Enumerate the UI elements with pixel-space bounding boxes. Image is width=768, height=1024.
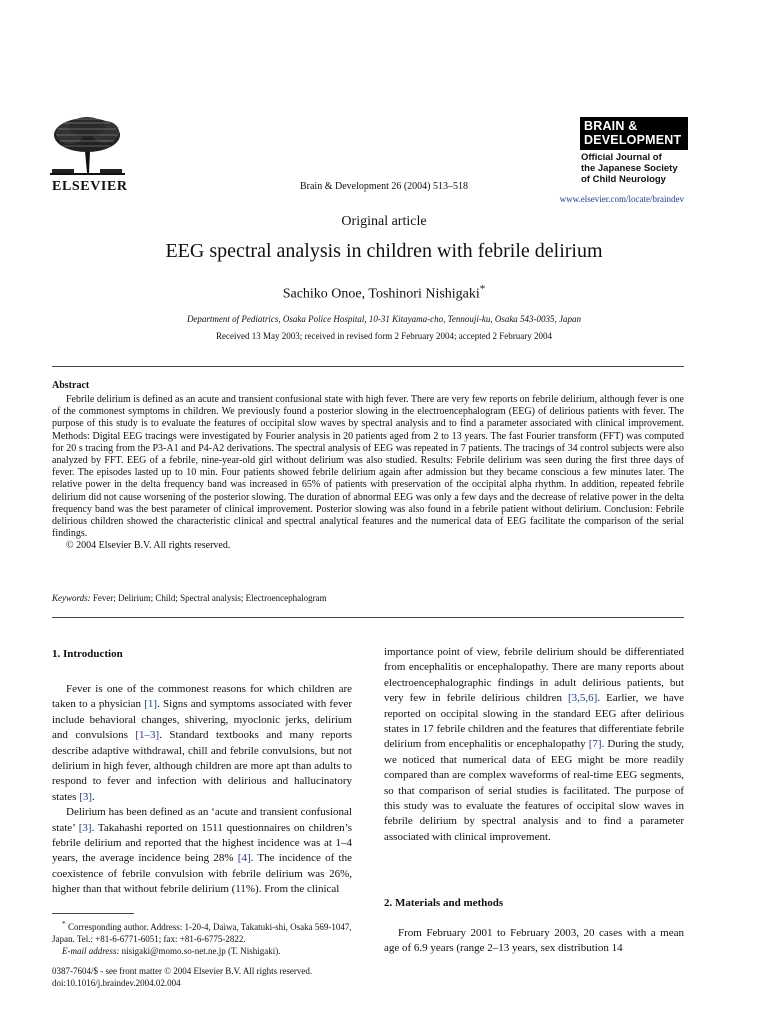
- footer-issn: 0387-7604/$ - see front matter © 2004 Elsevier B.V. All rights reserved.: [52, 966, 313, 976]
- footnote-text: Corresponding author. Address: 1-20-4, Daiwa, Takatuki-shi, Osaka 569-1047, Japan. Tel.: +81-6-6771-6051; fax: +81-6-6775-2822.: [52, 922, 352, 944]
- text-run: . Standard textbooks and many reports describe adaptive withdrawal, chill and febrile convulsions, but not delirium in high fever, although children are more apt than adults to respond to fever and infection with delirious and hallucinatory states: [52, 729, 352, 803]
- intro-paragraph-continued: [384, 645, 684, 845]
- text-run: . Earlier, we have reported on occipital slowing in the standard EEG after delirious states in 17 febrile children and the features that differentiate febrile delirium from encephalitis or encephalopathy: [384, 692, 684, 751]
- page-footer: [52, 965, 392, 989]
- abstract-heading: Abstract: [52, 380, 90, 391]
- journal-logo-subtitle: [580, 152, 688, 185]
- journal-sub-line2: the Japanese Society: [581, 163, 678, 174]
- abstract-body: [52, 394, 684, 553]
- footer-doi: doi:10.1016/j.braindev.2004.02.004: [52, 978, 181, 988]
- keywords: [52, 593, 684, 603]
- abstract-text: Febrile delirium is defined as an acute and transient confusional state with high fever. There are very few reports on febrile delirium, although fever is one of the commonest symptoms in children. We previously found a posterior slowing in the electroencephalogram (EEG) of delirious patients with fever. The purpose of this study is to evaluate the features of occipital slow waves by spectral analysis and to find a parameter associated with clinical improvement. Methods: Digital EEG tracings were investigated by Fourier analysis in 20 patients aged from 2 to 13 years. The fast Fourier transform (FFT) was computed for 20 s tracing from the P3-A1 and P4-A2 derivations. The spectral analysis of EEG was repeated in 7 patients. The tracings of 34 control subjects were also analyzed by FFT. EEG of a febrile, nine-year-old girl without delirium was also studied. Results: Febrile delirium was seen during the first three days of fever. The episodes lasted up to 10 min. Four patients showed febrile delirium again after admission but they became conscious a few minutes later. The relative power in the delta frequency band was increased in 65% of patients with preservation of the occipital alpha rhythm. In addition, repeated febrile delirium did not cause worsening of the posterior slowing. The duration of abnormal EEG was only a few days and the decrease of relative power in the delta frequency band was the best parameter of clinical improvement. Posterior slowing was also found in a febrile patient without delirium. Conclusion: Febrile delirious children showed the characteristic clinical and spectral analytical features and the numerical data of EEG facilitate the comparison of the serial findings.: [52, 394, 684, 540]
- section-heading-methods: 2. Materials and methods: [384, 897, 504, 909]
- journal-citation: Brain & Development 26 (2004) 513–518: [299, 181, 469, 192]
- text-run: . Signs and symptoms associated with fever include behavioral changes, shivering, myoclonic jerks, delirium and convulsions: [52, 698, 352, 742]
- right-column-text: [384, 645, 684, 845]
- keywords-label: Keywords:: [52, 593, 91, 603]
- text-run: Delirium has been defined as an ‘acute and transient confusional state’: [52, 806, 352, 834]
- corresponding-author-mark[interactable]: *: [479, 283, 486, 295]
- abstract-copyright: © 2004 Elsevier B.V. All rights reserved.: [66, 540, 231, 552]
- citation-link[interactable]: [7]: [588, 738, 602, 751]
- footnote-corresponding: [52, 918, 352, 945]
- text-run: . Takahashi reported on 1511 questionnaires on children’s febrile delirium and reported that the highest incidence was at 1–4 years, the average incidence being 28%: [52, 821, 352, 865]
- intro-paragraph-1: [52, 682, 352, 805]
- citation-link[interactable]: [1]: [144, 698, 158, 711]
- article-title: EEG spectral analysis in children with febrile delirium: [165, 240, 603, 262]
- publisher-name: ELSEVIER: [52, 179, 128, 194]
- text-run: . The incidence of the coexistence of febrile convulsion with febrile delirium was 26%, higher than that without febrile delirium (11%). From the clinical: [52, 852, 352, 896]
- intro-paragraph-2: [52, 805, 352, 897]
- citation-link[interactable]: [1–3]: [135, 729, 160, 742]
- footnote-email: [52, 945, 352, 957]
- author-list: [0, 283, 768, 303]
- journal-logo-line2: DEVELOPMENT: [584, 133, 682, 147]
- footnote: [52, 918, 352, 957]
- email-label: E-mail address:: [62, 946, 120, 956]
- text-run: Fever is one of the commonest reasons for which children are taken to a physician: [52, 683, 352, 711]
- journal-logo-line1: BRAIN &: [584, 119, 638, 133]
- left-column-text: [52, 682, 352, 898]
- article-dates: Received 13 May 2003; received in revised form 2 February 2004; accepted 2 February 2004: [216, 331, 552, 341]
- article-type: Original article: [341, 214, 427, 229]
- email-address[interactable]: nisigaki@momo.so-net.ne.jp (T. Nishigaki).: [121, 946, 281, 956]
- keywords-text: Fever; Delirium; Child; Spectral analysis; Electroencephalogram: [92, 593, 327, 603]
- divider-bottom: [52, 617, 684, 618]
- citation-link[interactable]: [3]: [79, 790, 93, 803]
- journal-sub-line1: Official Journal of: [581, 152, 662, 163]
- journal-sub-line3: of Child Neurology: [581, 174, 666, 185]
- text-run: .: [92, 790, 95, 803]
- footnote-divider: [52, 913, 134, 914]
- journal-url-link[interactable]: www.elsevier.com/locate/braindev: [559, 194, 684, 204]
- text-run: importance point of view, febrile delirium should be differentiated from encephalitis or encephalopathy. There are many reports about electroencephalographic findings in adult delirious patients, but very few in febrile delirious children: [384, 646, 684, 705]
- divider-top: [52, 366, 684, 367]
- citation-link[interactable]: [3,5,6]: [568, 692, 598, 705]
- author-affiliation: Department of Pediatrics, Osaka Police Hospital, 10-31 Kitayama-cho, Tennouji-ku, Osaka 543-0035, Japan: [186, 314, 582, 324]
- text-run: . During the study, we noticed that numerical data of EEG might be more readily compared than are complex waveforms of real-time EEG segments, so that comparison of serial studies is facilitated. The purpose of this study was to evaluate the features of occipital slow waves in febrile delirium by spectral analysis and to find a parameter associated with clinical improvement.: [384, 738, 684, 843]
- elsevier-tree-logo: [50, 115, 125, 177]
- section-heading-introduction: 1. Introduction: [52, 648, 123, 660]
- journal-logo: [580, 117, 688, 185]
- journal-logo-title: [580, 117, 688, 150]
- methods-paragraph-1: From February 2001 to February 2003, 20 cases with a mean age of 6.9 years (range 2–13 years, sex distribution 14: [384, 927, 684, 955]
- authors-text: Sachiko Onoe, Toshinori Nishigaki: [282, 286, 480, 302]
- citation-link[interactable]: [3]: [78, 821, 92, 834]
- methods-text: [384, 926, 684, 957]
- footnote-mark: *: [62, 919, 66, 928]
- citation-link[interactable]: [4]: [237, 852, 251, 865]
